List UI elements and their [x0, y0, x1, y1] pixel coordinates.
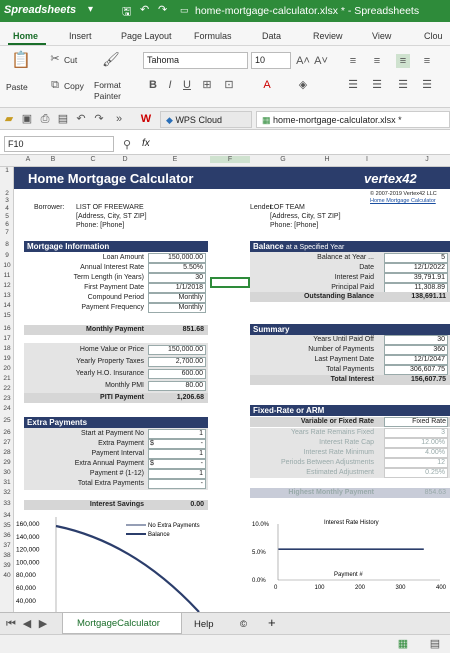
tab-cloud[interactable]: Clou [424, 31, 443, 41]
field-value[interactable]: 600.00 [181, 370, 203, 377]
field-value[interactable]: 360 [433, 346, 445, 353]
field-label: Balance at Year ... [317, 254, 374, 261]
row-header[interactable]: 4 [5, 205, 9, 212]
y-tick-label: 60,000 [16, 585, 36, 592]
save-icon[interactable]: ▣ [21, 113, 33, 125]
copy-icon[interactable]: ⧉ [51, 79, 59, 91]
row-header[interactable]: 15 [3, 312, 11, 319]
row-header[interactable]: 16 [3, 325, 11, 332]
y-tick-label: 5.0% [252, 550, 266, 556]
clear-icon[interactable]: ◈ [298, 79, 308, 91]
y-tick-label: 100,000 [16, 559, 40, 567]
tab-review[interactable]: Review [313, 31, 343, 41]
monthly-payment-value: 851.68 [182, 326, 204, 333]
tab-insert[interactable]: Insert [69, 31, 92, 41]
paste-button[interactable]: Paste [6, 82, 28, 92]
field-value[interactable]: - [200, 480, 203, 487]
tab-copyright[interactable]: © [240, 619, 247, 630]
row-header[interactable]: 38 [3, 552, 11, 559]
piti-payment-label: PITI Payment [100, 394, 144, 401]
highest-payment-value: 854.63 [424, 489, 446, 496]
rate-type-value[interactable]: Fixed Rate [412, 418, 446, 425]
quick-access-bar [0, 108, 450, 130]
next-sheet-icon[interactable]: ▶ [38, 618, 48, 630]
format-painter-label-2[interactable]: Painter [94, 91, 121, 101]
row-header[interactable]: 12 [3, 282, 11, 289]
field-label: Home Value or Price [79, 346, 144, 353]
tab-mortgage-calculator[interactable] [62, 613, 182, 634]
x-tick-label: 300 [395, 585, 406, 591]
tab-mortgage-calculator-label: MortgageCalculator [77, 618, 160, 629]
field-label: Compound Period [87, 294, 144, 301]
field-label: Interest Paid [334, 274, 374, 281]
rate-chart-y-axis [252, 522, 270, 584]
column-header[interactable]: H [324, 156, 330, 163]
currency-prefix: $ [150, 440, 154, 447]
summary-header: Summary [250, 324, 450, 335]
legend-no-extra: No Extra Payments [148, 523, 200, 529]
y-tick-label: 160,000 [16, 521, 40, 528]
row-header[interactable]: 29 [3, 459, 11, 466]
field-label: Annual Interest Rate [80, 264, 144, 271]
sheet-title: Home Mortgage Calculator [28, 171, 194, 186]
row-header[interactable]: 8 [5, 241, 9, 248]
x-tick-label: 200 [355, 585, 366, 591]
field-label: Interest Rate Minimum [303, 449, 374, 456]
field-value[interactable]: 4.00% [425, 449, 445, 456]
total-interest-label: Total Interest [330, 376, 374, 383]
file-icon: ▭ [180, 5, 189, 15]
field-value[interactable]: 30 [437, 336, 445, 343]
field-value[interactable]: Monthly [178, 304, 203, 311]
field-label: Years Until Paid Off [313, 336, 374, 343]
sheet-tab-bar [0, 612, 450, 634]
field-value[interactable]: 2,700.00 [175, 358, 203, 365]
field-value[interactable]: 0.25% [425, 469, 445, 476]
save-icon[interactable]: 🖫 [122, 6, 132, 18]
undo-icon[interactable]: ↶ [140, 4, 150, 16]
field-label: Interest Rate Cap [319, 439, 374, 446]
formula-bar [0, 133, 450, 155]
title-bar [0, 0, 450, 22]
row-header[interactable]: 24 [3, 405, 11, 412]
column-header[interactable]: J [425, 156, 429, 163]
border-icon[interactable]: ⊞ [202, 79, 212, 91]
tab-document[interactable] [256, 111, 450, 128]
cloud-icon: ◆ [166, 115, 173, 125]
field-label: Start at Payment No [80, 430, 144, 437]
field-label: Payment Frequency [81, 304, 144, 311]
wps-logo-icon[interactable]: W [140, 113, 152, 125]
font-size-select[interactable]: 10 [251, 52, 291, 69]
lender-phone[interactable]: Phone: [Phone] [270, 222, 319, 229]
align-center-icon[interactable]: ☰ [372, 79, 382, 91]
lender-name[interactable]: LOF TEAM [270, 204, 305, 211]
column-header-selected[interactable]: F [210, 156, 250, 163]
name-box[interactable]: F10 [4, 136, 114, 152]
row-header[interactable]: 30 [3, 469, 11, 476]
arm-header: Fixed-Rate or ARM [250, 405, 450, 416]
column-header[interactable]: I [366, 156, 368, 163]
tab-data[interactable]: Data [262, 31, 282, 41]
fill-color-icon[interactable]: ⊡ [224, 79, 234, 91]
ribbon [0, 46, 450, 108]
row-header[interactable]: 3 [5, 197, 9, 204]
field-value[interactable]: 12.00% [421, 439, 445, 446]
tab-help[interactable]: Help [194, 619, 214, 630]
balance-header [250, 241, 450, 252]
row-header[interactable]: 6 [5, 221, 9, 228]
row-header[interactable]: 35 [3, 522, 11, 529]
borrower-address[interactable]: [Address, City, ST ZIP] [76, 213, 147, 220]
row-header[interactable]: 33 [3, 500, 11, 507]
lender-address[interactable]: [Address, City, ST ZIP] [270, 213, 341, 220]
y-tick-label: 120,000 [16, 546, 40, 554]
selected-cell[interactable] [210, 277, 250, 288]
open-folder-icon[interactable]: ▰ [4, 113, 14, 125]
y-tick-label: 80,000 [16, 572, 36, 580]
help-link[interactable]: Home Mortgage Calculator [370, 198, 436, 204]
row-header[interactable]: 5 [5, 213, 9, 220]
piti-payment-value: 1,206.68 [176, 394, 204, 401]
redo-icon[interactable]: ↷ [94, 113, 104, 125]
row-header[interactable]: 10 [3, 262, 11, 269]
row-header[interactable]: 14 [3, 302, 11, 309]
balance-header-subtitle: at a Specified Year [285, 244, 345, 251]
field-label: Total Payments [326, 366, 374, 373]
field-label: Loan Amount [102, 254, 144, 261]
zoom-icon[interactable]: ⚲ [122, 139, 132, 151]
align-right-icon[interactable]: ☰ [398, 79, 408, 91]
highest-payment-label: Highest Monthly Payment [288, 489, 374, 496]
rate-chart-x-axis [274, 585, 447, 591]
column-header[interactable]: C [90, 156, 96, 163]
monthly-payment-label: Monthly Payment [86, 326, 144, 333]
rate-type-label: Variable or Fixed Rate [300, 418, 374, 425]
row-header[interactable]: 37 [3, 542, 11, 549]
tab-formulas[interactable]: Formulas [194, 31, 232, 41]
balance-chart-y-axis [16, 521, 40, 605]
x-tick-label: 400 [436, 585, 447, 591]
field-value[interactable]: 1 [199, 470, 203, 477]
prev-sheet-icon[interactable]: ◀ [22, 618, 32, 630]
field-value[interactable]: 306,607.75 [409, 366, 445, 373]
row-header[interactable]: 2 [5, 190, 9, 197]
row-header[interactable]: 28 [3, 449, 11, 456]
print-icon[interactable]: ⎙ [40, 113, 50, 125]
row-header[interactable]: 40 [3, 572, 11, 579]
row-header[interactable]: 7 [5, 229, 9, 236]
app-menu-chevron-icon[interactable]: ▾ [88, 4, 94, 15]
app-name[interactable]: Spreadsheets [4, 4, 77, 16]
field-label: Total Extra Payments [77, 480, 144, 487]
formula-input[interactable] [160, 136, 448, 152]
tab-document-label: home-mortgage-calculator.xlsx * [273, 115, 402, 125]
cut-icon[interactable]: ✂ [50, 53, 60, 65]
field-value[interactable]: 1/1/2018 [175, 284, 203, 291]
row-header[interactable]: 21 [3, 375, 11, 382]
field-label: Last Payment Date [314, 356, 374, 363]
field-label: Number of Payments [308, 346, 374, 353]
cut-button[interactable]: Cut [64, 55, 78, 65]
row-header[interactable]: 34 [3, 512, 11, 519]
field-value[interactable]: 12 [437, 459, 445, 466]
field-label: Years Rate Remains Fixed [290, 429, 374, 436]
field-label: Yearly H.O. Insurance [75, 370, 144, 377]
mortgage-info-header: Mortgage Information [24, 241, 208, 252]
field-value[interactable]: - [200, 440, 203, 447]
column-header[interactable]: A [25, 156, 31, 163]
copy-button[interactable]: Copy [64, 81, 84, 91]
row-header[interactable]: 31 [3, 479, 11, 486]
total-interest-value: 156,607.75 [410, 376, 446, 383]
normal-view-icon[interactable]: ▦ [397, 638, 409, 650]
tab-home[interactable]: Home [13, 31, 39, 41]
rate-chart-title: Interest Rate History [324, 520, 379, 526]
underline-icon[interactable]: U [183, 79, 191, 91]
format-painter-icon[interactable]: 🖌 [102, 51, 120, 67]
outstanding-balance-label: Outstanding Balance [303, 293, 374, 300]
tab-wps-cloud[interactable] [160, 111, 252, 128]
column-header[interactable]: E [172, 156, 178, 163]
italic-icon[interactable]: I [168, 79, 172, 91]
legend-balance: Balance [148, 532, 170, 538]
wrap-text-icon[interactable]: ≡ [423, 55, 431, 67]
extra-payments-header: Extra Payments [24, 417, 208, 428]
window-title: home-mortgage-calculator.xlsx * - Spreadsheets [195, 5, 420, 17]
preview-icon[interactable]: ▤ [57, 113, 69, 125]
align-top-icon[interactable]: ≡ [349, 55, 357, 67]
y-tick-label: 10.0% [252, 522, 270, 528]
row-header[interactable]: 11 [3, 272, 11, 279]
field-value[interactable]: 5.50% [183, 264, 203, 271]
field-value[interactable]: - [200, 460, 203, 467]
field-value[interactable]: 12/1/2022 [413, 264, 445, 271]
field-label: Extra Annual Payment [74, 460, 144, 467]
fx-icon[interactable]: fx [142, 138, 150, 149]
field-label: Estimated Adjustment [306, 469, 374, 476]
tab-view[interactable]: View [372, 31, 392, 41]
row-headers [0, 167, 14, 615]
field-label: First Payment Date [84, 284, 144, 291]
field-value[interactable]: Monthly [178, 294, 203, 301]
redo-icon[interactable]: ↷ [158, 4, 168, 16]
row-header[interactable]: 36 [3, 532, 11, 539]
field-value[interactable]: 1 [199, 450, 203, 457]
align-middle-icon[interactable]: ≡ [373, 55, 381, 67]
field-value[interactable]: 150,000.00 [167, 254, 203, 261]
grow-font-icon[interactable]: A˄ [296, 55, 310, 67]
balance-chart [14, 512, 224, 612]
borrower-name[interactable]: LIST OF FREEWARE [76, 204, 144, 211]
more-chevron-icon[interactable]: » [115, 113, 123, 125]
tab-page-layout[interactable]: Page Layout [121, 31, 172, 41]
field-label: Payment # (1-12) [89, 470, 144, 477]
field-label: Periods Between Adjustments [281, 459, 374, 466]
page-layout-view-icon[interactable]: ▤ [429, 638, 441, 650]
column-headers [0, 155, 450, 167]
active-tab-indicator [8, 43, 46, 45]
y-tick-label: 140,000 [16, 533, 40, 541]
row-header[interactable]: 20 [3, 365, 11, 372]
x-tick-label: 0 [274, 585, 278, 591]
field-value[interactable]: 30 [195, 274, 203, 281]
field-label: Yearly Property Taxes [76, 358, 144, 365]
field-label: Payment Interval [91, 450, 144, 457]
rate-chart-x-label: Payment # [334, 572, 363, 578]
row-header[interactable]: 26 [3, 429, 11, 436]
field-value[interactable]: 5 [441, 254, 445, 261]
row-header[interactable]: 18 [3, 345, 11, 352]
field-value[interactable]: 12/1/2047 [413, 356, 445, 363]
y-tick-label: 0.0% [252, 578, 266, 584]
interest-savings-value: 0.00 [190, 501, 204, 508]
field-label: Term Length (in Years) [73, 274, 144, 281]
row-header[interactable]: 9 [5, 252, 9, 259]
row-header[interactable]: 39 [3, 562, 11, 569]
font-color-icon[interactable]: A [263, 79, 271, 91]
sheet-area [14, 167, 450, 612]
first-sheet-icon[interactable]: ⏮ [6, 618, 16, 630]
vertex42-logo: vertex42 [364, 171, 417, 186]
balance-header-title: Balance [253, 242, 284, 251]
field-value[interactable]: 3 [441, 429, 445, 436]
undo-icon[interactable]: ↶ [76, 113, 86, 125]
bold-icon[interactable]: B [149, 79, 157, 91]
field-value[interactable]: 39,791.91 [413, 274, 445, 281]
borrower-label: Borrower: [34, 204, 65, 211]
y-tick-label: 40,000 [16, 597, 36, 605]
interest-rate-chart [250, 512, 450, 612]
field-value[interactable]: 80.00 [185, 382, 203, 389]
field-label: Date [359, 264, 374, 271]
field-value[interactable]: 11,308.89 [414, 284, 445, 291]
field-label: Monthly PMI [105, 382, 144, 389]
lender-label: Lender: [250, 204, 274, 211]
row-header[interactable]: 23 [3, 395, 11, 402]
row-header[interactable]: 1 [5, 167, 9, 174]
row-header[interactable]: 17 [3, 335, 11, 342]
add-sheet-icon[interactable]: + [268, 615, 276, 630]
font-name-select[interactable]: Tahoma [143, 52, 248, 69]
field-label: Principal Paid [331, 284, 374, 291]
align-left-icon[interactable]: ☰ [348, 79, 358, 91]
row-header[interactable]: 19 [3, 355, 11, 362]
row-header[interactable]: 22 [3, 385, 11, 392]
format-painter-label-1[interactable]: Format [94, 80, 121, 90]
field-value[interactable]: 1 [199, 430, 203, 437]
justify-icon[interactable]: ☰ [422, 79, 432, 91]
balance-series-line [56, 526, 199, 612]
copyright-text: © 2007-2019 Vertex42 LLC [370, 191, 437, 197]
column-header[interactable]: D [122, 156, 128, 163]
menu-bar [0, 22, 450, 46]
field-value[interactable]: 150,000.00 [167, 346, 203, 353]
paste-icon[interactable]: 📋 [11, 52, 31, 69]
row-header[interactable]: 25 [3, 417, 11, 424]
sheet-file-icon: ▦ [262, 115, 271, 125]
tab-wps-cloud-label: WPS Cloud [175, 115, 222, 125]
row-header[interactable]: 13 [3, 292, 11, 299]
align-bottom-icon[interactable]: ≡ [396, 54, 410, 68]
column-header[interactable]: B [50, 156, 56, 163]
currency-prefix: $ [150, 460, 154, 467]
field-label: Extra Payment [98, 440, 144, 447]
shrink-font-icon[interactable]: A˅ [314, 55, 328, 67]
borrower-phone[interactable]: Phone: [Phone] [76, 222, 125, 229]
outstanding-balance-value: 138,691.11 [411, 293, 446, 300]
status-bar [0, 634, 450, 653]
interest-savings-label: Interest Savings [89, 501, 144, 508]
x-tick-label: 100 [314, 585, 325, 591]
row-header[interactable]: 27 [3, 439, 11, 446]
column-header[interactable]: G [280, 156, 286, 163]
row-header[interactable]: 32 [3, 489, 11, 496]
